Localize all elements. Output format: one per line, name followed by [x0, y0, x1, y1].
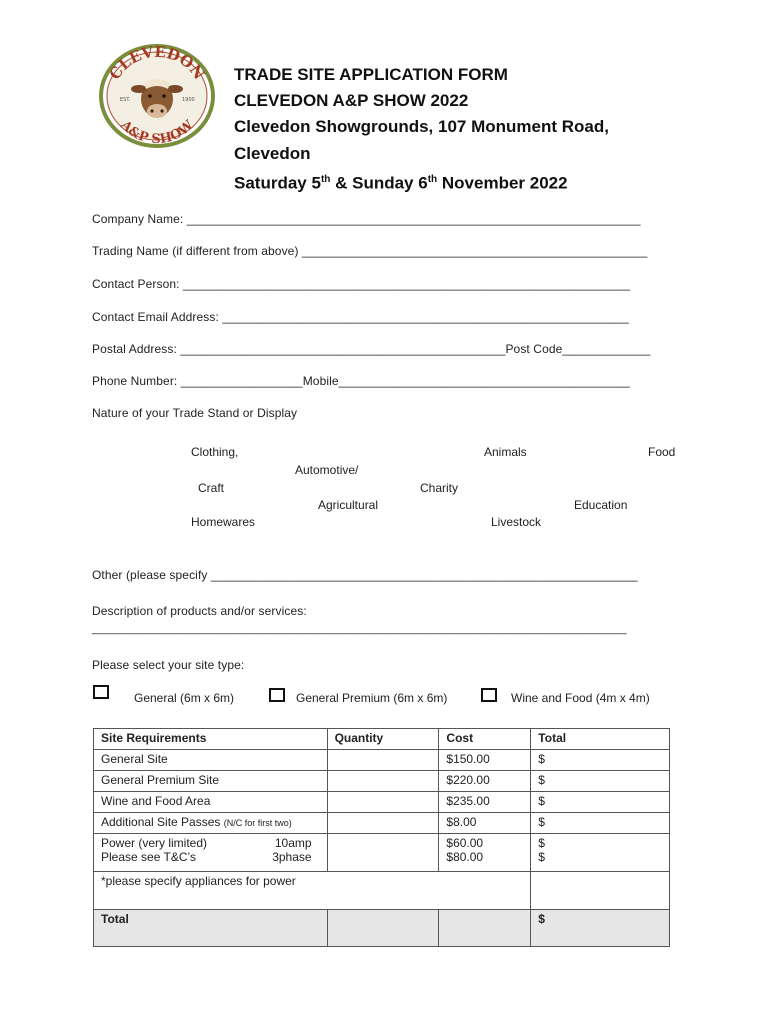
- table-row-power: Power (very limited) 10amp Please see T&C’s 3phase $60.00 $80.00 $ $: [94, 834, 670, 872]
- clevedon-show-logo: [98, 43, 216, 149]
- option-homewares[interactable]: Homewares: [191, 515, 256, 529]
- table-row: Wine and Food Area $235.00 $: [94, 792, 670, 813]
- form-title: TRADE SITE APPLICATION FORM: [234, 65, 508, 84]
- option-clothing[interactable]: Clothing,: [191, 445, 239, 459]
- header-site-requirements: Site Requirements: [94, 729, 328, 750]
- option-food[interactable]: Food: [648, 445, 676, 459]
- site-requirements-table: [93, 728, 670, 947]
- option-craft[interactable]: Craft: [198, 481, 225, 495]
- grand-total-input[interactable]: $: [531, 910, 670, 947]
- venue-line: Clevedon Showgrounds, 107 Monument Road,: [234, 117, 609, 136]
- company-name-field[interactable]: Company Name: ___________________________________________________________________: [92, 212, 641, 226]
- table-row: General Premium Site $220.00 $: [94, 771, 670, 792]
- site-type-prompt: Please select your site type:: [92, 658, 245, 672]
- venue-town: Clevedon: [234, 144, 311, 163]
- total-input[interactable]: $: [531, 792, 670, 813]
- trading-name-field[interactable]: Trading Name (if different from above) ___________________________________________________: [92, 244, 648, 258]
- phone-number-field[interactable]: Phone Number: __________________Mobile___________________________________________: [92, 374, 630, 388]
- logo-year: 1900: [182, 97, 195, 103]
- quantity-input[interactable]: [327, 771, 439, 792]
- nature-heading: Nature of your Trade Stand or Display: [92, 406, 298, 420]
- contact-email-field[interactable]: Contact Email Address: ____________________________________________________________: [92, 310, 629, 324]
- other-specify-field[interactable]: Other (please specify _______________________________________________________________: [92, 568, 638, 582]
- header-cost: Cost: [439, 729, 531, 750]
- postal-address-field[interactable]: Postal Address: ________________________________________________Post Code_____________: [92, 342, 651, 356]
- quantity-input[interactable]: [327, 792, 439, 813]
- quantity-input[interactable]: [327, 813, 439, 834]
- total-input[interactable]: $: [531, 813, 670, 834]
- wine-food-label: Wine and Food (4m x 4m): [511, 691, 650, 705]
- table-row-total: [94, 910, 670, 947]
- table-row-appliances: [94, 872, 670, 910]
- table-row: General Site $150.00 $: [94, 750, 670, 771]
- total-input[interactable]: $: [531, 771, 670, 792]
- total-input[interactable]: $: [531, 750, 670, 771]
- option-education[interactable]: Education: [574, 498, 628, 512]
- logo-top-text: CLEVEDON: [105, 43, 209, 83]
- total-input[interactable]: $ $: [531, 834, 670, 872]
- logo-bottom-text: A&P SHOW: [117, 117, 197, 148]
- logo-est: EST.: [120, 97, 131, 103]
- general-premium-label: General Premium (6m x 6m): [296, 691, 448, 705]
- general-site-checkbox[interactable]: [93, 685, 109, 699]
- description-field[interactable]: ______________________________________________________________________________________: [92, 623, 627, 635]
- quantity-input[interactable]: [327, 750, 439, 771]
- header-quantity: Quantity: [327, 729, 439, 750]
- quantity-input[interactable]: [327, 834, 439, 872]
- option-animals[interactable]: Animals: [484, 445, 527, 459]
- description-label: Description of products and/or services:: [92, 604, 307, 618]
- option-charity[interactable]: Charity: [420, 481, 459, 495]
- show-name: CLEVEDON A&P SHOW 2022: [234, 91, 469, 110]
- general-site-label: General (6m x 6m): [134, 691, 235, 705]
- header-total: Total: [531, 729, 670, 750]
- wine-food-checkbox[interactable]: [481, 688, 497, 702]
- option-agricultural[interactable]: Agricultural: [318, 498, 379, 512]
- table-row: Additional Site Passes (N/C for first two) $8.00 $: [94, 813, 670, 834]
- contact-person-field[interactable]: Contact Person: __________________________________________________________________: [92, 277, 631, 291]
- total-label: Total: [94, 910, 328, 947]
- show-dates: Saturday 5th & Sunday 6th November 2022: [234, 173, 568, 193]
- appliances-note[interactable]: *please specify appliances for power: [94, 872, 531, 910]
- general-premium-checkbox[interactable]: [269, 688, 285, 702]
- option-automotive[interactable]: Automotive/: [295, 463, 359, 477]
- option-livestock[interactable]: Livestock: [491, 515, 542, 529]
